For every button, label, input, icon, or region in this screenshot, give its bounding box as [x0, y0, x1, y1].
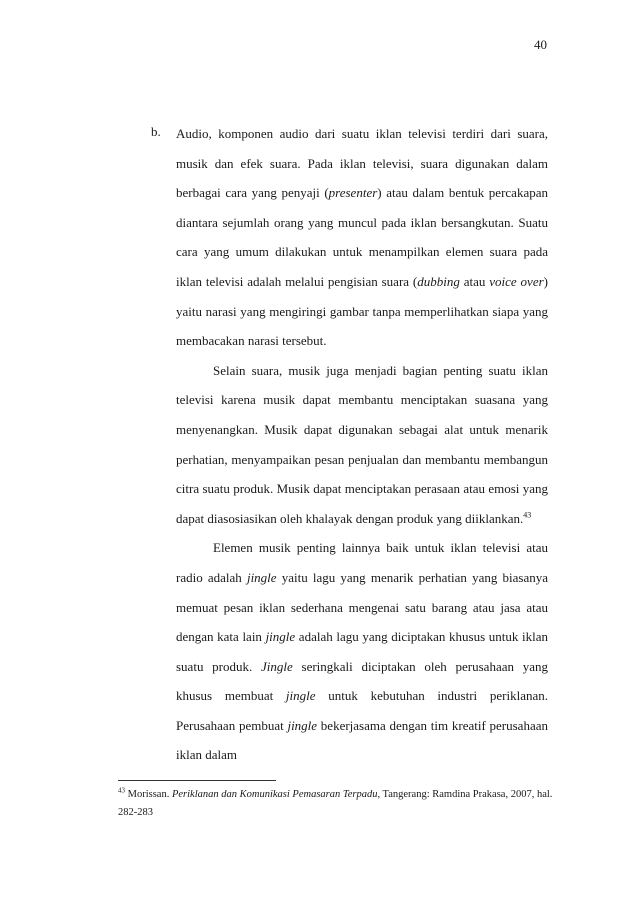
- paragraph-audio: [176, 119, 548, 356]
- footnote-separator: [118, 780, 276, 781]
- list-item-marker: b.: [151, 124, 161, 139]
- paragraph-jingle: [176, 533, 548, 770]
- italic-term: Periklanan dan Komunikasi Pemasaran Terpadu: [171, 789, 378, 800]
- text-run: Selain suara, musik juga menjadi bagian penting suatu iklan televisi karena musik dapat membantu menciptakan suasana yang menyenangkan. Musik dapat digunakan sebagai alat untuk menarik perhatian, menyampaikan pesan penjualan dan membantu membangun citra suatu produk. Musik dapat menciptakan perasaan atau emosi yang dapat diasosiasikan oleh khalayak dengan produk yang diiklankan.: [176, 362, 548, 526]
- text-run: Audio, komponen audio dari suatu iklan televisi terdiri dari suara, musik dan efek suara. Pada iklan televisi, suara digunakan dalam berbagai cara yang penyaji (: [176, 126, 548, 201]
- text-run: ) yaitu narasi yang mengiringi gambar tanpa memperlihatkan siapa yang membacakan narasi tersebut.: [176, 273, 548, 349]
- footnote-mark: 43: [118, 786, 125, 795]
- page-number: 40: [534, 37, 547, 52]
- text-run: seringkali diciptakan oleh perusahaan yang khusus membuat: [176, 658, 548, 704]
- body-text: [176, 119, 548, 770]
- text-run: adalah lagu yang diciptakan khusus untuk iklan suatu produk.: [176, 629, 548, 674]
- italic-term: Jingle: [261, 658, 293, 674]
- text-run: ) atau dalam bentuk percakapan diantara sejumlah orang yang muncul pada iklan bersangkutan. Suatu cara yang umum dilakukan untuk menampilkan elemen suara pada iklan televisi adalah melalui pengisian suara (: [176, 185, 548, 289]
- text-run: untuk kebutuhan industri periklanan. Perusahaan pembuat: [176, 688, 548, 733]
- italic-term: jingle: [265, 629, 296, 645]
- italic-term: voice over: [489, 273, 544, 289]
- text-run: atau: [459, 273, 490, 289]
- footnote-reference: 43: [523, 510, 532, 520]
- text-run: bekerjasama dengan tim kreatif perusahaan iklan dalam: [176, 717, 548, 763]
- italic-term: dubbing: [417, 273, 460, 289]
- footnote: [118, 786, 558, 822]
- paragraph-music: [176, 356, 548, 534]
- text-run: yaitu lagu yang menarik perhatian yang biasanya memuat pesan iklan sederhana mengenai satu barang atau jasa atau dengan kata lain: [176, 569, 548, 645]
- text-run: Morissan.: [125, 789, 172, 800]
- text-run: , Tangerang: Ramdina Prakasa, 2007, hal. 282-283: [118, 789, 553, 818]
- italic-term: jingle: [246, 569, 277, 585]
- footnote-text: [118, 786, 553, 818]
- italic-term: jingle: [285, 688, 316, 704]
- italic-term: jingle: [287, 717, 318, 733]
- italic-term: presenter: [328, 185, 378, 201]
- text-run: Elemen musik penting lainnya baik untuk iklan televisi atau radio adalah: [176, 540, 548, 585]
